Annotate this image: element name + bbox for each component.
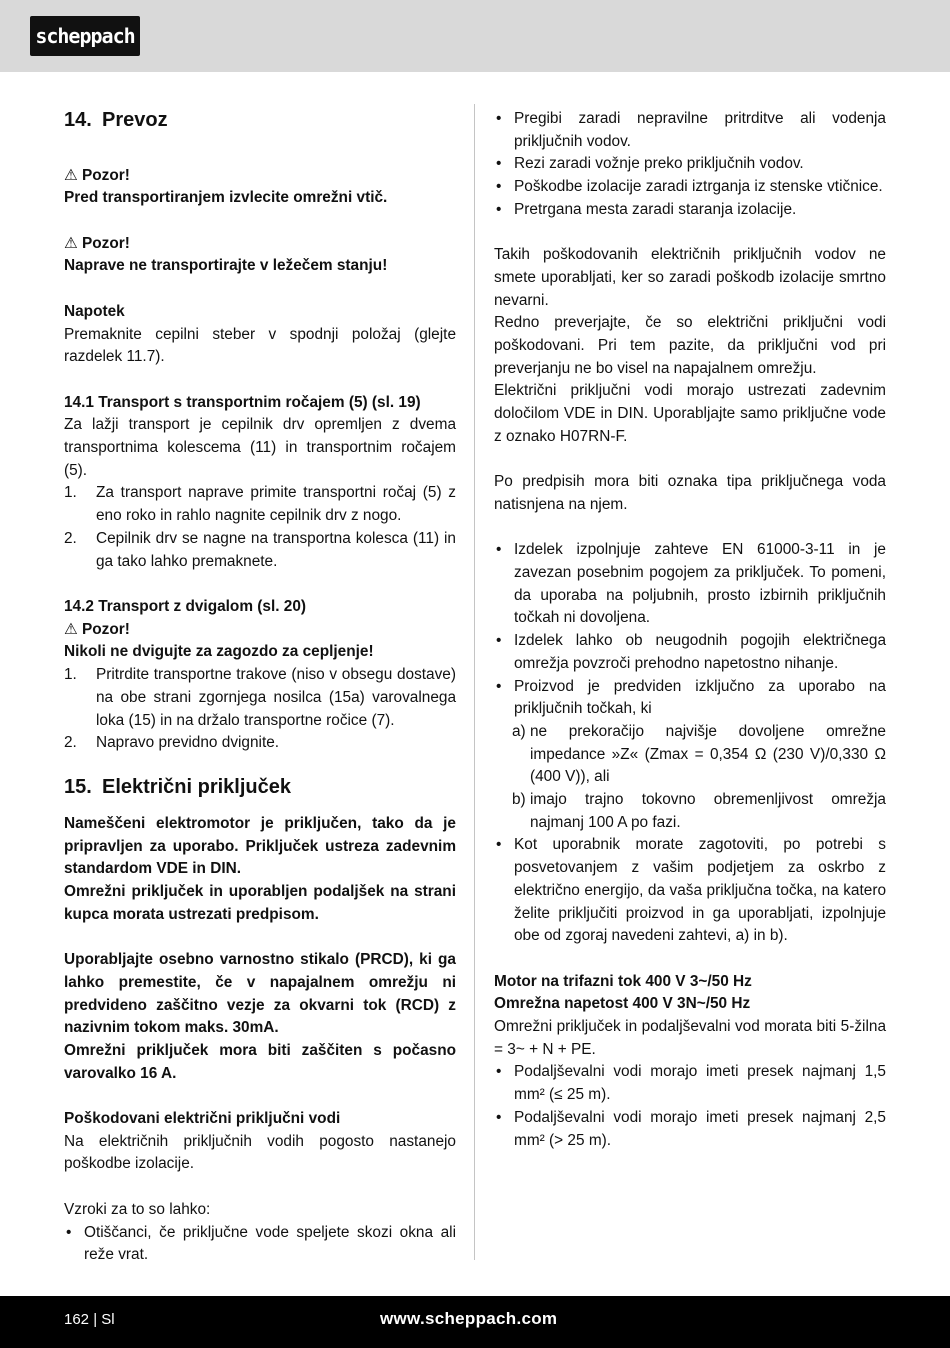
paragraph: Takih poškodovanih električnih priključnih vodov ne smete uporabljati, ker so zaradi poškodb izolacije smrtno nevarni. xyxy=(494,246,886,309)
list-item: • Izdelek lahko ob neugodnih pogojih električnega omrežja povzroči prehodno napetostno nihanje. xyxy=(496,632,886,672)
page-number: 162 | Sl xyxy=(64,1311,115,1328)
warning-3-label: ⚠ Pozor! xyxy=(64,619,456,642)
left-column xyxy=(64,108,456,1267)
paragraph: Na električnih priključnih vodih pogosto nastanejo poškodbe izolacije. xyxy=(64,1132,456,1173)
section-14-1-heading: 14.1 Transport s transportnim ročajem (5) (sl. 19) xyxy=(64,393,421,411)
paragraph: Redno preverjajte, če so električni priključni vodi poškodovani. Pri tem pazite, da priključni vod pri preverjanju ne bo visel na napajalnem omrežju. xyxy=(494,314,886,377)
motor-heading: Motor na trifazni tok 400 V 3~/50 Hz xyxy=(494,972,752,990)
section-14-heading: 14. Prevoz xyxy=(64,109,168,131)
sub-list-item: b) imajo trajno tokovno obremenljivost omrežja najmanj 100 A po fazi. xyxy=(512,791,886,831)
list-item: 1. Pritrdite transportne trakove (niso v obsegu dostave) na obe strani zgornjega nosilca (15a) varovalnega loka (15) in na držalo transportne ročice (7). xyxy=(64,666,456,729)
page-header xyxy=(0,0,950,72)
section-15-heading: 15. Električni priključek xyxy=(64,775,291,798)
damaged-cables-heading: Poškodovani električni priključni vodi xyxy=(64,1110,341,1128)
list-item: • Otiščanci, če priključne vode speljete skozi okna ali reže vrat. xyxy=(66,1223,456,1264)
causes-label: Vzroki za to so lahko: xyxy=(64,1200,211,1218)
list-item: • Pretrgana mesta zaradi staranja izolacije. xyxy=(496,200,797,218)
note-text: Premaknite cepilni steber v spodnji položaj (glejte razdelek 11.7). xyxy=(64,325,456,366)
note-label: Napotek xyxy=(64,302,125,320)
warning-1-text: Pred transportiranjem izvlecite omrežni vtič. xyxy=(64,189,388,207)
list-item: 2. Napravo previdno dvignite. xyxy=(64,734,280,752)
warning-2-label: ⚠ Pozor! xyxy=(64,233,456,256)
list-item: • Rezi zaradi vožnje preko priključnih vodov. xyxy=(496,155,804,173)
voltage-heading: Omrežna napetost 400 V 3N~/50 Hz xyxy=(494,995,751,1013)
list-item: • Izdelek izpolnjuje zahteve EN 61000-3-11 in je zavezan posebnim pogojem za priključek. To pomeni, da uporaba na poljubnih, prosto izbirnih priključnih točkah ni dovoljena. xyxy=(496,541,886,627)
paragraph: Nameščeni elektromotor je priključen, tako da je pripravljen za uporabo. Priključek ustreza zadevnim standardom VDE in DIN. xyxy=(64,814,456,878)
section-14-1-text: Za lažji transport je cepilnik drv opremljen z dvema transportnima kolescema (11) in transportnim ročajem (5). xyxy=(64,416,456,479)
paragraph: Omrežni priključek in podaljševalni vod morata biti 5-žilna = 3~ + N + PE. xyxy=(494,1018,886,1058)
warning-3-text: Nikoli ne dvigujte za zagozdo za cepljenje! xyxy=(64,643,374,661)
list-item: • Pregibi zaradi nepravilne pritrditve ali vodenja priključnih vodov. xyxy=(496,110,886,150)
warning-1-label: ⚠ Pozor! xyxy=(64,165,456,188)
paragraph: Omrežni priključek in uporabljen podaljšek na strani kupca morata ustrezati predpisom. xyxy=(64,883,456,923)
paragraph: Po predpisih mora biti oznaka tipa priključnega voda natisnjena na njem. xyxy=(494,473,886,513)
page-footer xyxy=(0,1296,950,1348)
section-14-2-heading: 14.2 Transport z dvigalom (sl. 20) xyxy=(64,597,307,615)
warning-icon: ⚠ xyxy=(64,166,78,184)
list-item: • Kot uporabnik morate zagotoviti, po potrebi s posvetovanjem z vašim podjetjem za oskrbo z električno energijo, da vaša priključna točka, na katero želite priključiti proizvod in ga uporabljati, izpolnjuje obe od zgoraj navedeni zahtevi, a) in b). xyxy=(496,836,886,945)
right-column xyxy=(494,108,886,1152)
website-link[interactable]: www.scheppach.com xyxy=(380,1309,558,1328)
warning-icon: ⚠ xyxy=(64,620,78,638)
list-item: 1. Za transport naprave primite transportni ročaj (5) z eno roko in rahlo nagnite cepilnik drv z nogo. xyxy=(64,484,456,525)
paragraph: Uporabljajte osebno varnostno stikalo (PRCD), ki ga lahko premestite, če v napajalnem omrežju ni predvideno zaščitno vezje za okvarni tok (RCD) z nazivnim tokom maks. 30mA. xyxy=(64,951,456,1037)
warning-2-text: Naprave ne transportirajte v ležečem stanju! xyxy=(64,257,388,275)
list-item: • Podaljševalni vodi morajo imeti presek najmanj 2,5 mm² (> 25 m). xyxy=(496,1108,886,1149)
sub-list-item: a) ne prekoračijo najvišje dovoljene omrežne impedance »Z« (Zmax = 0,354 Ω (230 V)/0,330 Ω (400 V)), ali xyxy=(512,722,886,786)
warning-icon: ⚠ xyxy=(64,234,78,252)
list-item: 2. Cepilnik drv se nagne na transportna kolesca (11) in ga tako lahko premaknete. xyxy=(64,529,456,570)
list-item: • Proizvod je predviden izključno za uporabo na priključnih točkah, ki xyxy=(496,677,886,718)
column-divider xyxy=(474,104,475,1260)
list-item: • Poškodbe izolacije zaradi iztrganja iz stenske vtičnice. xyxy=(496,178,883,196)
scheppach-logo: scheppach xyxy=(30,16,140,56)
paragraph: Električni priključni vodi morajo ustrezati zadevnim določilom VDE in DIN. Uporabljajte samo priključne vode z oznako H07RN-F. xyxy=(494,382,886,445)
paragraph: Omrežni priključek mora biti zaščiten s počasno varovalko 16 A. xyxy=(64,1041,456,1082)
list-item: • Podaljševalni vodi morajo imeti presek najmanj 1,5 mm² (≤ 25 m). xyxy=(496,1063,886,1104)
